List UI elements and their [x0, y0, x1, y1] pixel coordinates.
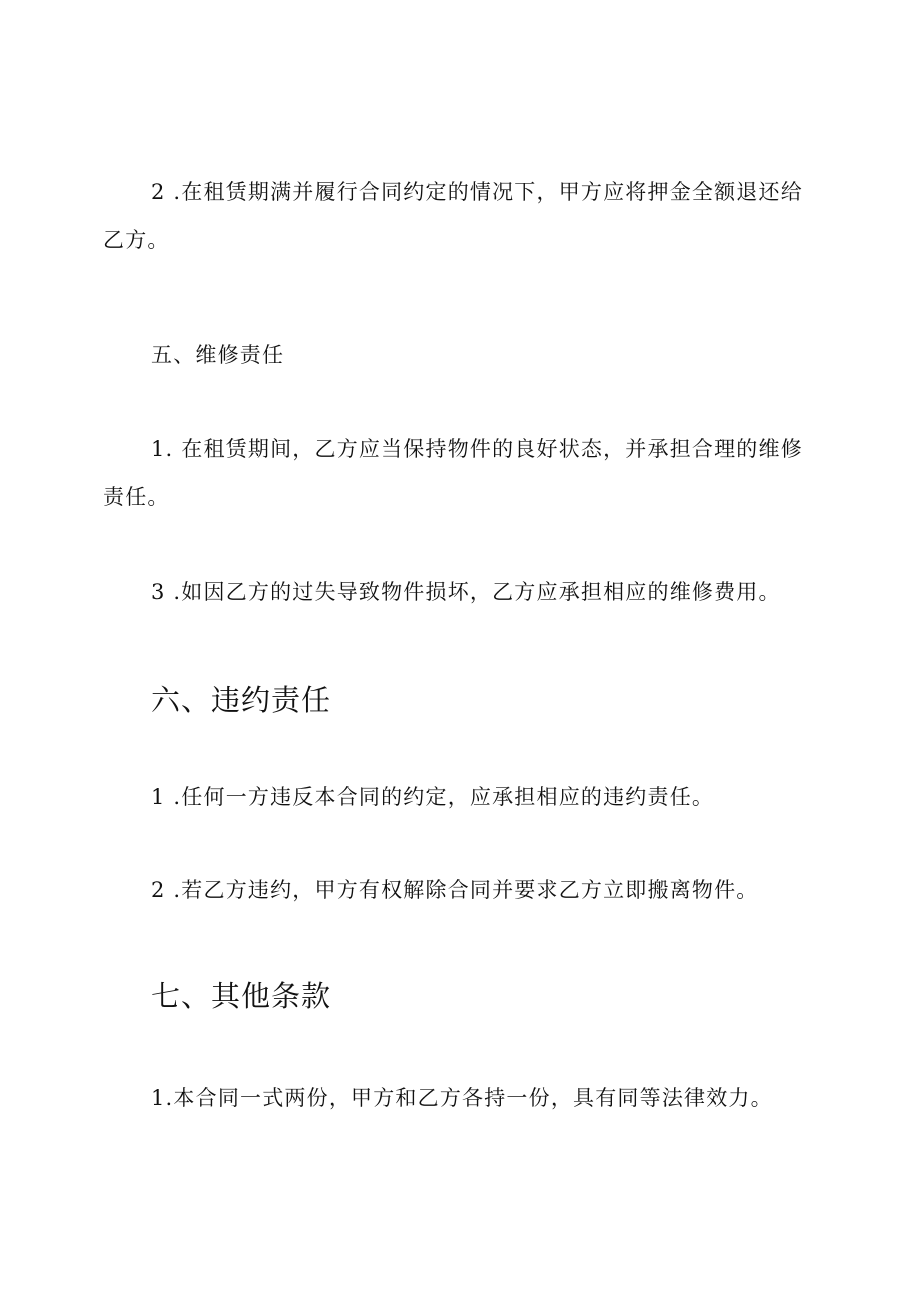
- other-terms-heading: 七、其他条款: [151, 979, 332, 1013]
- maintenance-heading: 五、维修责任: [151, 343, 285, 367]
- breach-clause-1: 1 .任何一方违反本合同的约定，应承担相应的违约责任。: [151, 785, 715, 809]
- other-terms-clause-1: 1.本合同一式两份，甲方和乙方各持一份，具有同等法律效力。: [151, 1086, 773, 1110]
- breach-clause-2: 2 .若乙方违约，甲方有权解除合同并要求乙方立即搬离物件。: [151, 878, 759, 902]
- maintenance-clause-1: 1. 在租赁期间，乙方应当保持物件的良好状态，并承担合理的维修责任。: [103, 437, 803, 509]
- breach-heading: 六、违约责任: [151, 683, 332, 717]
- maintenance-clause-3: 3 .如因乙方的过失导致物件损坏，乙方应承担相应的维修费用。: [151, 580, 781, 604]
- deposit-refund-clause: 2 .在租赁期满并履行合同约定的情况下，甲方应将押金全额退还给乙方。: [103, 180, 803, 252]
